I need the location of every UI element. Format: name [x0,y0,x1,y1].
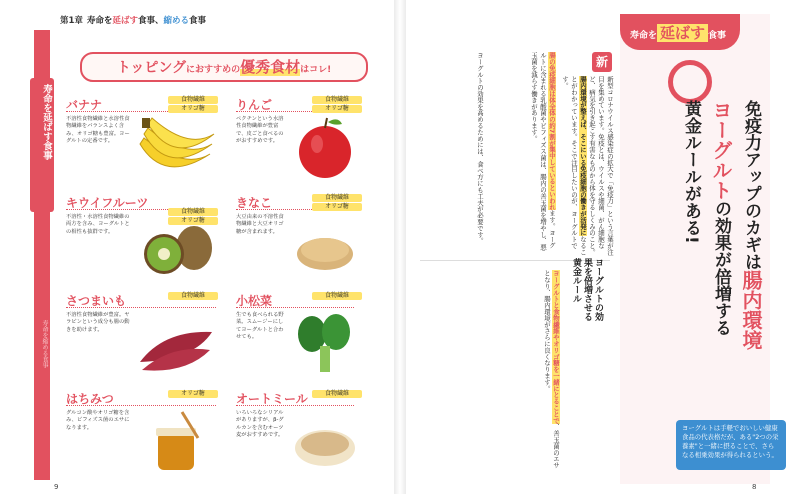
body-highlight-3: ヨーグルトと食物繊維やオリゴ糖を一緒にとることで [552,270,560,424]
food-tags [168,96,218,114]
headline-line3: 黄金ルールがある! [681,100,701,244]
body-text-2: なることがわかっています。そこで注目したいのが、ヨーグルトです。 [561,76,587,256]
food-tags [312,390,362,399]
food-tags [168,292,218,301]
food-description: 不溶性食物繊維と水溶性食物繊維をバランスよく含み、オリゴ糖も豊富。ヨーグルトの定番です。 [66,116,130,145]
fiber-tag: 食物繊維 [168,292,218,300]
headline-circle-mark [668,60,712,104]
card-divider [66,307,216,308]
sidebar-sub-label: 寿命を縮める食事 [41,320,48,368]
header-text-c: 食事 [708,31,727,41]
food-name: キウイフルーツ [66,196,149,210]
body-column-2 [490,52,556,252]
page-gutter [394,0,406,494]
sidebar-label: 寿命を延ばす食事 [41,84,52,160]
chapter-text-c: 食事 [188,16,206,26]
food-tags [312,194,362,212]
food-description: ペクチンという水溶性食物繊維が豊富で、皮ごと食べるのがおすすめです。 [236,116,284,145]
chapter-highlight-b: 縮める [163,16,189,26]
oligo-tag: オリゴ糖 [312,105,362,113]
body-text-1: 新型コロナウイルス感染症の拡大で「免疫力」という言葉が注目を集めています。免疫とは、ウイルスや細菌、がん細胞など、病気を引き起こす有害なものから体を守るしくみのこと。 [588,76,614,256]
apple-image [290,114,360,180]
food-card-honey [66,390,236,480]
title-post: はコレ! [300,65,332,75]
banana-image [134,114,216,180]
sweet-potato-image [134,310,216,376]
chapter-heading [60,14,206,26]
info-box: ヨーグルトは手軽でおいしい健康食品の代表格だが、ある"2つの栄養素"と一緒に摂ることで、さらなる相乗効果が得られるという。 [676,420,786,470]
food-tags [312,96,362,114]
body-column-3: ヨーグルトの効果を高めるためには、食べ方にも工夫が必要です。 [476,52,484,244]
headline-line1-a: 免疫力アップのカギは [741,100,761,270]
headline-line1 [740,100,762,430]
chapter-text-a: 寿命を [86,16,113,26]
new-badge: 新 [592,52,612,72]
fiber-tag: 食物繊維 [312,292,362,300]
food-tags [168,390,218,399]
food-description: グルコン酸やオリゴ糖を含み、ビフィズス菌のエサになります。 [66,410,130,431]
food-name: りんご [236,98,273,112]
header-text-a: 寿命を [630,31,658,41]
food-name: はちみつ [66,392,114,406]
page-number-right: 8 [752,483,757,491]
food-card-banana [66,96,236,186]
food-description: 大豆由来の不溶性食物繊維と大豆オリゴ糖が含まれます。 [236,214,284,235]
fiber-tag: 食物繊維 [312,390,362,398]
body-highlight-2: 腸の免疫細胞は体全体の約7割が集中しているといわれ [548,52,556,211]
food-description: 不溶性食物繊維が豊富。ヤラピンという成分も腸の動きを助けます。 [66,312,130,333]
chapter-text-b: 食事、 [137,16,164,26]
food-name: オートミール [236,392,308,406]
food-tags [312,292,362,301]
chapter-highlight-a: 延ばす [112,16,138,26]
headline-line1-b: 腸内環境 [739,270,763,350]
food-card-oatmeal [236,390,406,480]
fiber-tag: 食物繊維 [168,96,218,104]
fiber-tag: 食物繊維 [168,208,218,216]
food-name: きなこ [236,196,273,210]
card-divider [236,405,354,406]
page-number-left: 9 [54,483,59,491]
food-description: 不溶性・水溶性食物繊維の両方を含み、ヨーグルトとの相性も抜群です。 [66,214,130,235]
headline-line2 [710,100,732,430]
oligo-tag: オリゴ糖 [312,203,362,211]
section-header [620,14,740,50]
section-title [80,52,368,82]
body-highlight-1: 腸内環境が整えば、そこにいる免疫細胞の働きが活発に [579,76,587,236]
food-card-kinako [236,194,406,284]
food-description: 生でも食べられる野菜。スムージーにしてヨーグルトと合わせても。 [236,312,284,341]
food-card-sweet-potato [66,292,236,382]
oligo-tag: オリゴ糖 [168,217,218,225]
komatsuna-image [290,310,360,376]
food-name: さつまいも [66,294,127,308]
food-card-komatsuna [236,292,406,382]
body-column-4 [440,270,560,470]
sub-heading: ヨーグルトの効果を倍増させる黄金ルール [571,258,603,321]
food-description: いろいろなシリアルがありますが、β-グルカンを含むオーツ麦がおすすめです。 [236,410,284,439]
body-column-1 [560,76,614,256]
food-card-apple [236,96,406,186]
card-divider [66,405,216,406]
honey-image [134,408,216,474]
kinako-image [290,212,360,278]
title-mid: におすすめの [186,65,241,75]
body-text-3: ます。ヨーグルトに含まれる乳酸菌やビフィズス菌は、腸内の善玉菌を増やし、悪玉菌を減らす働きがあります。 [530,52,556,251]
headline-line2-a: ヨーグルト [709,100,733,200]
header-highlight: 延ばす [657,24,708,42]
food-name: バナナ [66,98,103,112]
food-name: 小松菜 [236,294,273,308]
card-divider [236,307,354,308]
kiwi-image [134,212,216,278]
title-highlight: 優秀食材 [240,58,301,76]
fiber-tag: 食物繊維 [312,194,362,202]
headline-line2-b: の効果が倍増する [711,200,731,336]
oligo-tag: オリゴ糖 [168,390,218,398]
title-pre: トッピング [116,60,187,76]
oligo-tag: オリゴ糖 [168,105,218,113]
oatmeal-image [290,408,360,474]
body-text-5: 、善玉菌のエサとなり、腸内環境がさらに良くなります。 [543,270,560,469]
chapter-number: 第1章 [60,16,83,26]
food-card-kiwi [66,194,236,284]
fiber-tag: 食物繊維 [312,96,362,104]
